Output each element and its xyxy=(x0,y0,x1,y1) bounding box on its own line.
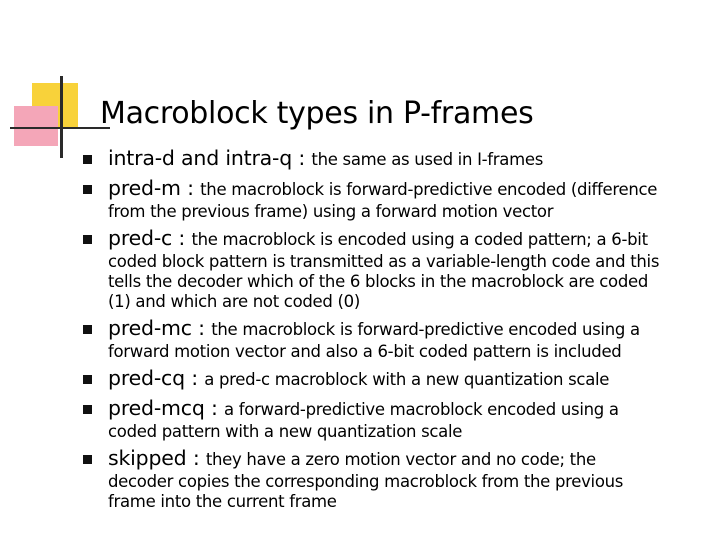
bullet-term: pred-m xyxy=(108,176,181,200)
bullet-first-line xyxy=(108,144,716,172)
square-bullet-icon xyxy=(83,235,92,244)
term-separator: : xyxy=(172,226,192,250)
bullet-continuation xyxy=(108,422,716,442)
bullet-term: pred-mc xyxy=(108,316,192,340)
term-separator: : xyxy=(184,366,205,390)
square-bullet-icon xyxy=(83,405,92,414)
horizontal-line-shape xyxy=(10,127,110,129)
continuation-line: coded pattern with a new quantization scale xyxy=(108,422,463,441)
bullet-description: the macroblock is encoded using a coded pattern; a 6-bit xyxy=(191,230,648,249)
bullet-term: skipped xyxy=(108,446,187,470)
bullet-continuation xyxy=(108,472,716,512)
square-bullet-icon xyxy=(83,185,92,194)
bullet-item xyxy=(80,444,716,512)
continuation-line: tells the decoder which of the 6 blocks in the macroblock are coded xyxy=(108,272,649,291)
term-separator: : xyxy=(191,316,212,340)
square-bullet-icon xyxy=(83,375,92,384)
continuation-line: from the previous frame) using a forward motion vector xyxy=(108,202,554,221)
bullet-description: they have a zero motion vector and no code; the xyxy=(205,450,596,469)
bullet-item xyxy=(80,224,716,312)
slide-logo-decoration xyxy=(0,0,110,160)
term-separator: : xyxy=(186,446,206,470)
term-separator: : xyxy=(292,146,312,170)
continuation-line: (1) and which are not coded (0) xyxy=(108,292,360,311)
bullet-term: pred-mcq xyxy=(108,396,205,420)
bullet-item xyxy=(80,364,716,392)
bullet-first-line xyxy=(108,394,716,422)
bullet-item xyxy=(80,174,716,222)
bullet-first-line xyxy=(108,444,716,472)
continuation-line: coded block pattern is transmitted as a variable-length code and this xyxy=(108,252,660,271)
square-bullet-icon xyxy=(83,325,92,334)
bullet-term: pred-cq xyxy=(108,366,185,390)
bullet-item xyxy=(80,394,716,442)
square-bullet-icon xyxy=(83,455,92,464)
bullet-first-line xyxy=(108,174,716,202)
bullet-first-line xyxy=(108,314,716,342)
bullet-term: intra-d and intra-q xyxy=(108,146,293,170)
bullet-list xyxy=(80,144,716,514)
bullet-continuation xyxy=(108,252,716,312)
bullet-item xyxy=(80,314,716,362)
continuation-line: forward motion vector and also a 6-bit coded pattern is included xyxy=(108,342,622,361)
bullet-continuation xyxy=(108,342,716,362)
term-separator: : xyxy=(204,396,225,420)
bullet-item xyxy=(80,144,716,172)
bullet-continuation xyxy=(108,202,716,222)
bullet-description: a pred-c macroblock with a new quantization scale xyxy=(204,370,610,389)
term-separator: : xyxy=(180,176,201,200)
bullet-description: a forward-predictive macroblock encoded using a xyxy=(224,400,619,419)
square-bullet-icon xyxy=(83,155,92,164)
continuation-line: decoder copies the corresponding macroblock from the previous xyxy=(108,472,624,491)
slide-title: Macroblock types in P-frames xyxy=(100,96,534,131)
bullet-description: the same as used in I-frames xyxy=(311,150,544,169)
bullet-first-line xyxy=(108,224,716,252)
pink-square-shape xyxy=(14,106,58,146)
bullet-description: the macroblock is forward-predictive encoded (difference xyxy=(200,180,658,199)
bullet-description: the macroblock is forward-predictive encoded using a xyxy=(211,320,640,339)
bullet-term: pred-c xyxy=(108,226,173,250)
continuation-line: frame into the current frame xyxy=(108,492,337,511)
vertical-line-shape xyxy=(60,76,63,158)
bullet-first-line xyxy=(108,364,716,392)
